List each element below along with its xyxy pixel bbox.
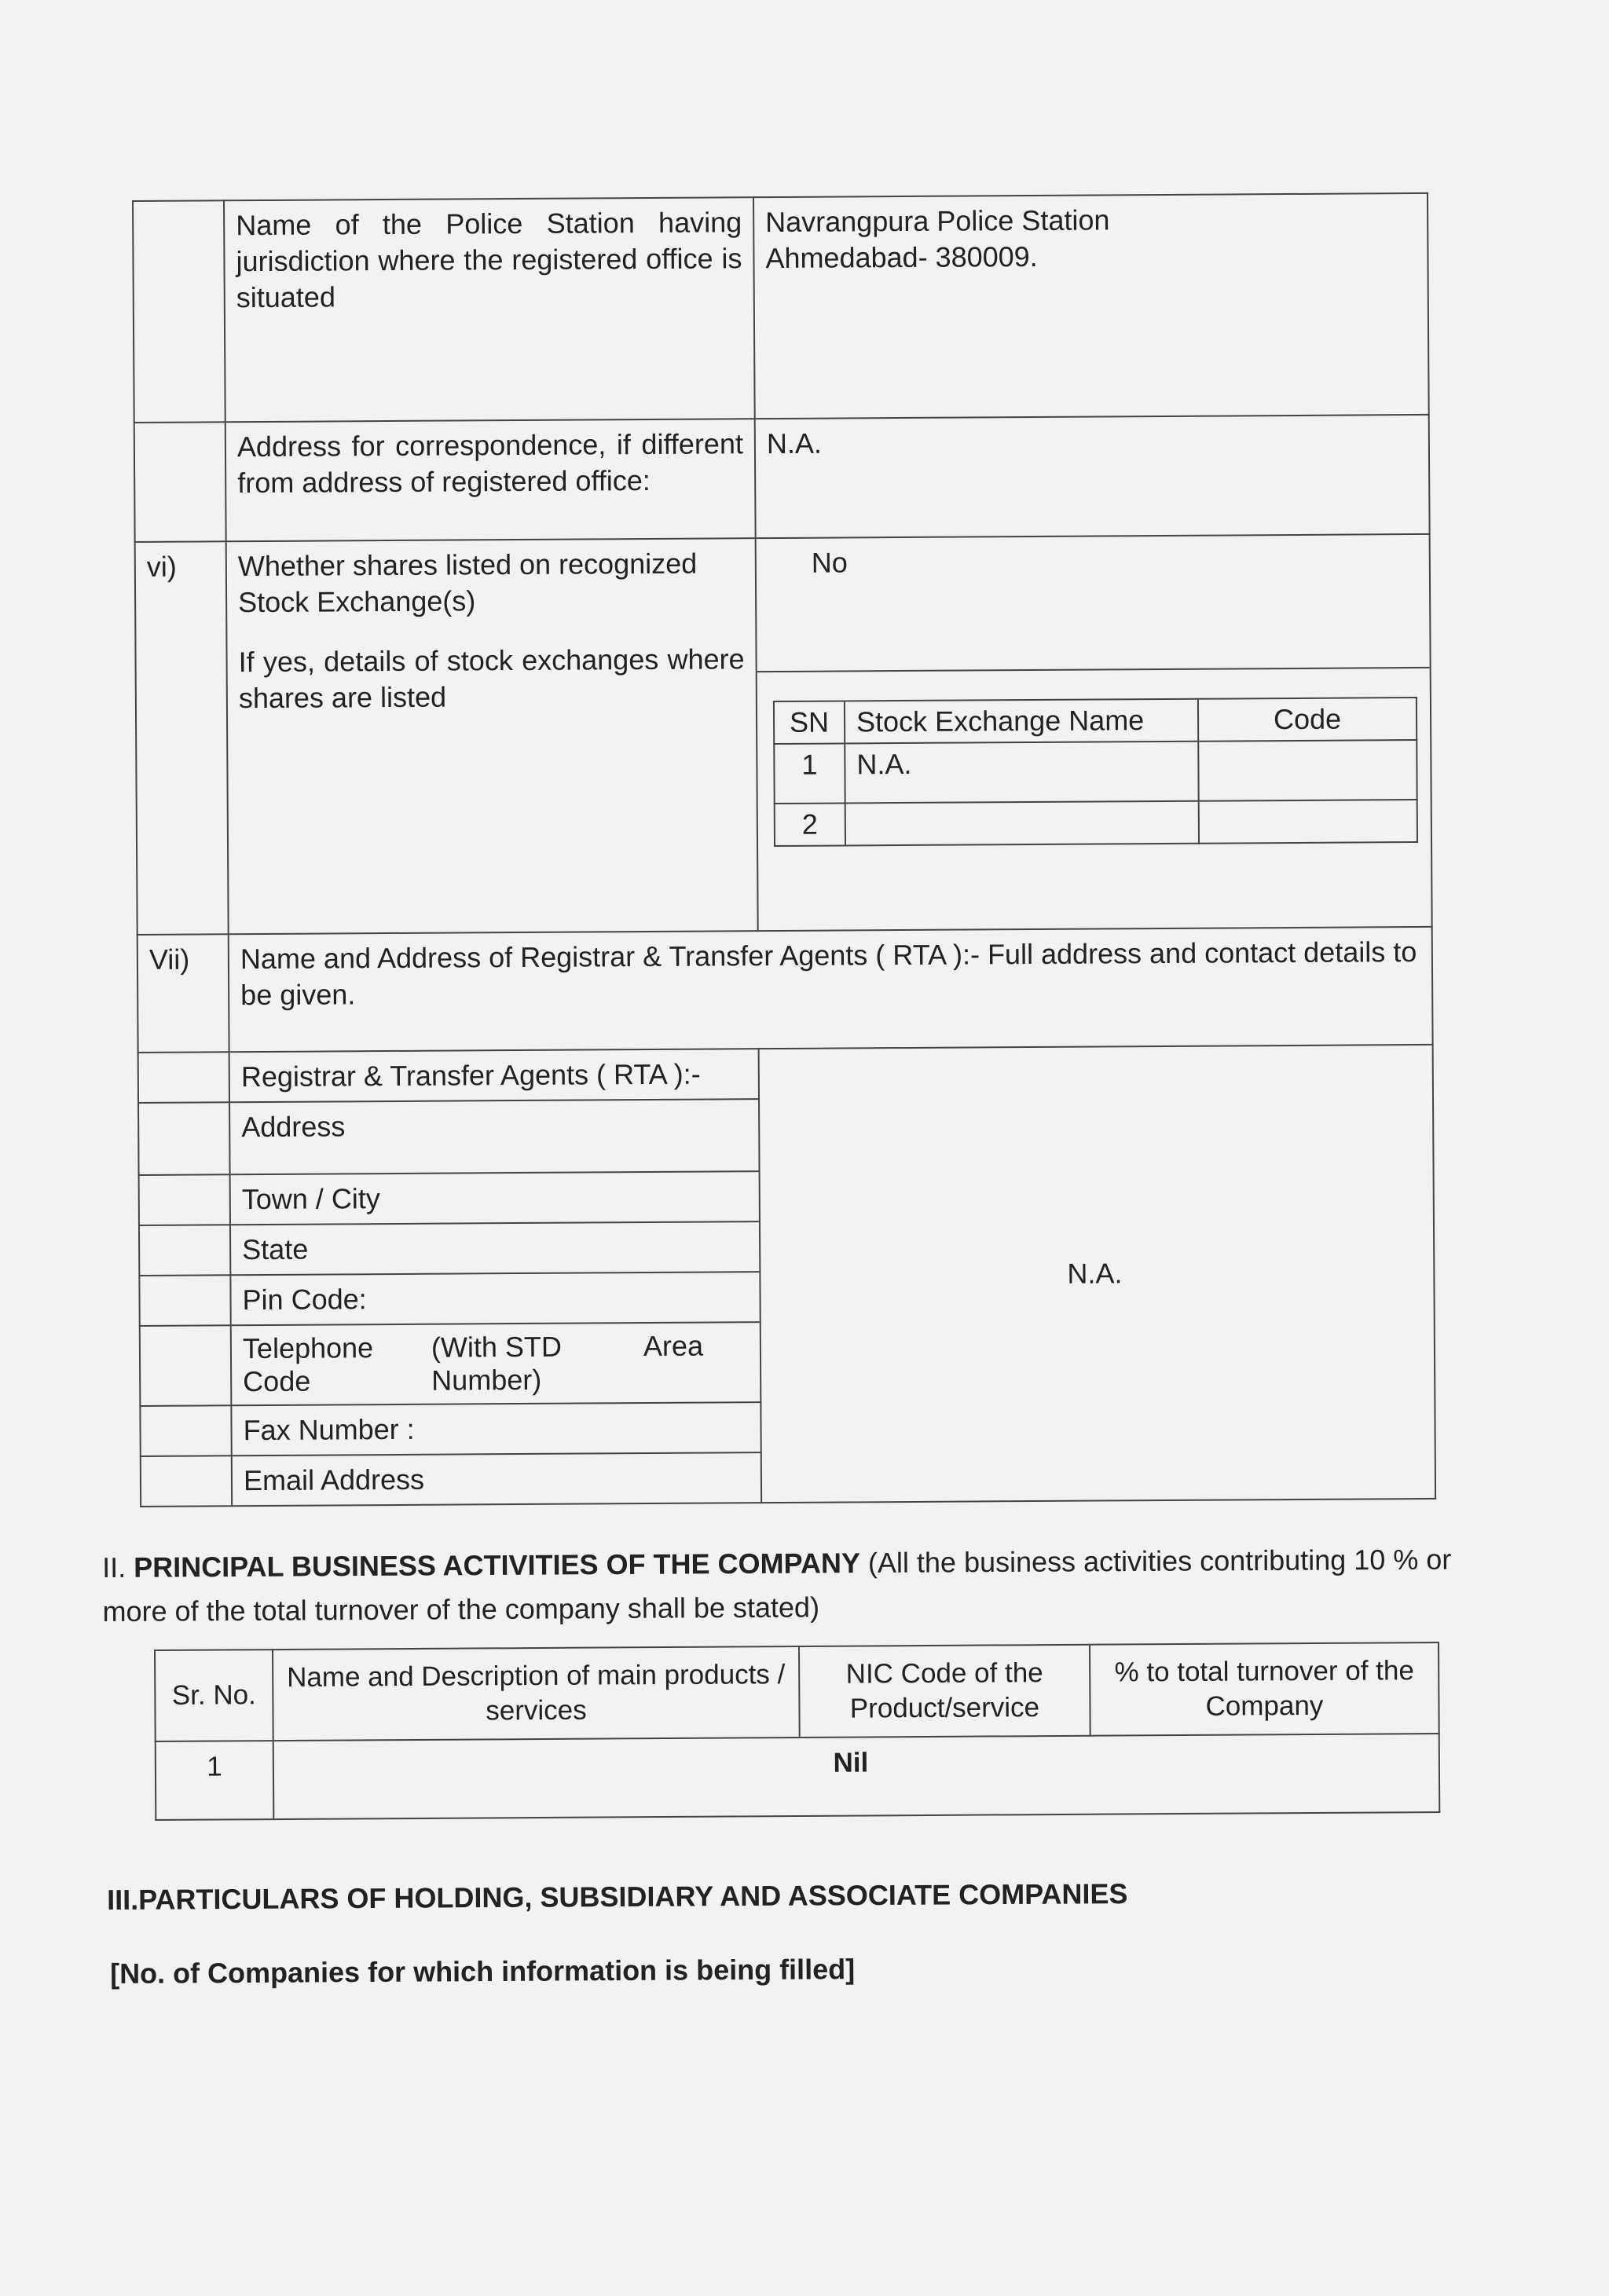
section-3-title: III.PARTICULARS OF HOLDING, SUBSIDIARY AND ASSOCIATE COMPANIES: [107, 1877, 1128, 1916]
empty-number-cell: [138, 1102, 230, 1175]
exchange-header-sn: SN: [774, 701, 845, 744]
empty-number-cell: [139, 1225, 230, 1276]
business-activities-table: [154, 1642, 1440, 1821]
section-3-subtitle: [No. of Companies for which information is being filled]: [110, 1953, 856, 1990]
rta-address-label: Address: [229, 1099, 760, 1174]
exchange-row-name: N.A.: [845, 742, 1198, 804]
exchange-header-name: Stock Exchange Name: [845, 699, 1198, 744]
empty-number-cell: [141, 1456, 232, 1507]
telephone-text-d: Code: [243, 1364, 311, 1398]
shares-listed-label: Whether shares listed on recognized Stock Exchange(s): [237, 547, 698, 619]
shares-listed-value-cell: [756, 534, 1432, 931]
stock-exchange-table: [773, 697, 1418, 847]
police-station-value: [753, 193, 1429, 419]
rta-pin-label: Pin Code:: [230, 1272, 760, 1325]
police-station-label: Name of the Police Station having jurisdiction where the registered office is situated: [224, 197, 755, 422]
empty-number-cell: [140, 1325, 232, 1406]
rta-field-label: Registrar & Transfer Agents ( RTA ):-: [229, 1049, 759, 1102]
empty-number-cell: [138, 1052, 229, 1103]
telephone-text-e: Number): [431, 1363, 542, 1397]
header-turnover-percent: % to total turnover of the Company: [1090, 1642, 1439, 1736]
exchange-row-sn: 2: [775, 803, 845, 846]
telephone-text-b: (With STD: [431, 1330, 563, 1364]
telephone-text-a: Telephone: [242, 1331, 374, 1365]
section-2-note: (All the business activities contributing 10 % or more of the total turnover of the company shall be stated): [102, 1543, 1452, 1628]
row-sr-no: 1: [156, 1741, 274, 1820]
item-number-vii: Vii): [137, 934, 229, 1053]
empty-number-cell: [140, 1405, 231, 1456]
section-2-heading: [102, 1537, 1486, 1634]
rta-telephone-label: [231, 1322, 761, 1405]
header-sr-no: Sr. No.: [155, 1650, 273, 1741]
rta-heading: Name and Address of Registrar & Transfer Agents ( RTA ):- Full address and contact details to be given.: [229, 927, 1433, 1052]
rta-email-label: Email Address: [232, 1452, 761, 1506]
empty-number-cell: [139, 1174, 230, 1225]
company-details-table: [132, 192, 1436, 1507]
exchange-row-sn: 1: [774, 743, 845, 804]
rta-value: N.A.: [759, 1045, 1436, 1503]
rta-town-label: Town / City: [230, 1171, 760, 1225]
shares-listed-cell: [226, 538, 758, 934]
exchange-row-code: [1199, 800, 1417, 844]
telephone-text-c: Area: [643, 1329, 704, 1363]
empty-number-cell: [134, 422, 226, 542]
row-nil-value: Nil: [273, 1734, 1440, 1819]
item-number-vi: vi): [135, 541, 229, 935]
section-2-prefix: II.: [102, 1551, 126, 1584]
exchange-header-code: Code: [1198, 698, 1417, 742]
header-nic-code: NIC Code of the Product/service: [799, 1645, 1090, 1738]
empty-number-cell: [139, 1275, 230, 1326]
rta-state-label: State: [230, 1221, 760, 1275]
exchange-row-code: [1198, 740, 1417, 801]
exchange-row-name: [845, 801, 1199, 846]
police-station-name: Navrangpura Police Station: [765, 203, 1110, 239]
header-name-description: Name and Description of main products / services: [273, 1646, 800, 1741]
police-station-city: Ahmedabad- 380009.: [765, 240, 1038, 275]
rta-fax-label: Fax Number :: [231, 1402, 761, 1456]
empty-number-cell: [133, 200, 225, 423]
section-2-title: PRINCIPAL BUSINESS ACTIVITIES OF THE COMPANY: [134, 1547, 861, 1584]
stock-exchange-details-label: If yes, details of stock exchanges where shares are listed: [238, 643, 745, 715]
correspondence-address-value: N.A.: [755, 415, 1430, 538]
correspondence-address-label: Address for correspondence, if different from address of registered office:: [225, 419, 756, 541]
shares-listed-value: No: [757, 535, 1430, 672]
